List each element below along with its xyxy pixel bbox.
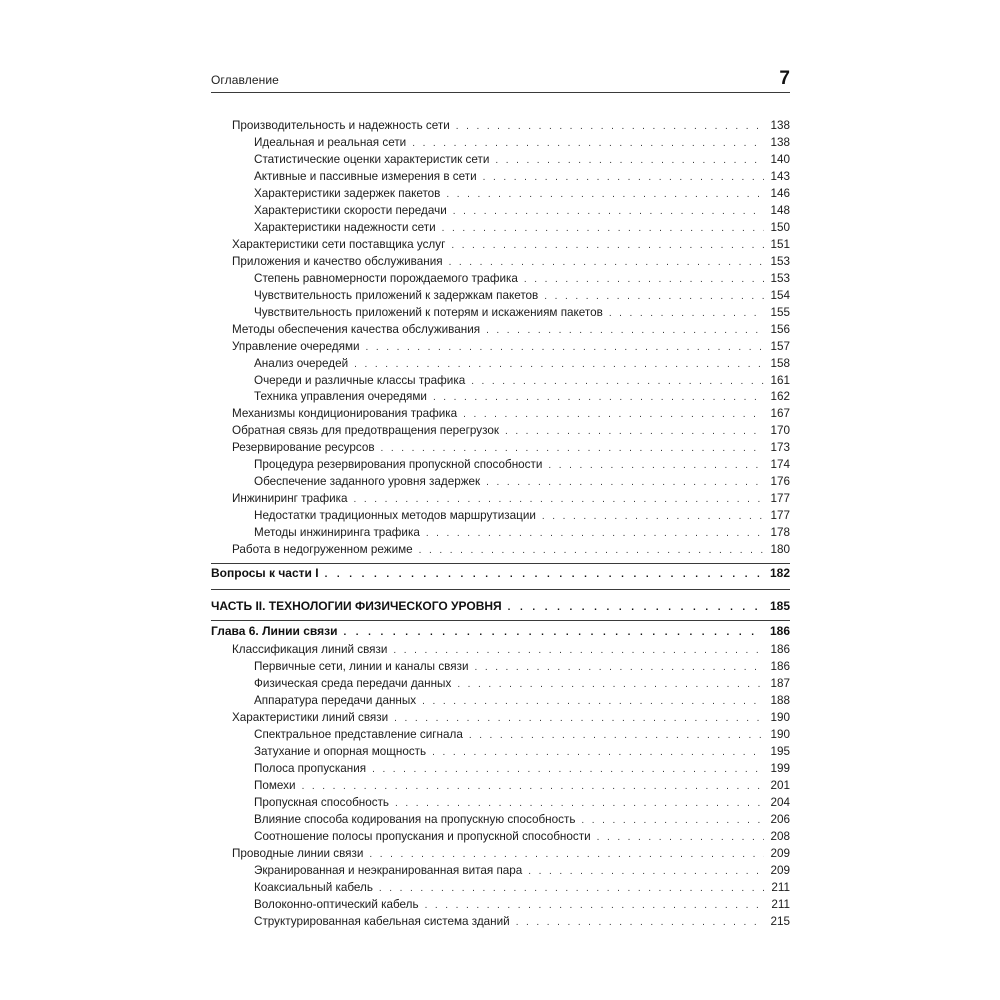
toc-entry-page: 209 xyxy=(770,847,790,860)
toc-entry-label: Пропускная способность xyxy=(254,796,390,809)
dot-leader xyxy=(469,727,764,744)
toc-entry-label: ЧАСТЬ II. ТЕХНОЛОГИИ ФИЗИЧЕСКОГО УРОВНЯ xyxy=(211,599,502,613)
dot-leader xyxy=(366,339,764,356)
dot-leader xyxy=(422,693,764,710)
dot-leader xyxy=(354,356,764,373)
toc-entry-page: 173 xyxy=(770,441,790,454)
toc-entry-page: 140 xyxy=(770,153,790,166)
toc-entry-label: Влияние способа кодирования на пропускную способность xyxy=(254,813,576,826)
toc-entry-label: Процедура резервирования пропускной способности xyxy=(254,458,543,471)
dot-leader xyxy=(609,305,764,322)
toc-entry-page: 215 xyxy=(770,915,790,928)
toc-entry xyxy=(254,879,790,896)
toc-entry-label: Структурированная кабельная система зданий xyxy=(254,915,510,928)
toc-entry xyxy=(254,388,790,405)
toc-entry-page: 170 xyxy=(770,424,790,437)
toc-entry-label: Волоконно-оптический кабель xyxy=(254,898,419,911)
toc-entry-page: 190 xyxy=(770,711,790,724)
toc-entry-page: 153 xyxy=(770,272,790,285)
toc-entry xyxy=(254,675,790,692)
dot-leader xyxy=(442,220,764,237)
dot-leader xyxy=(354,491,764,508)
toc-entry-page: 208 xyxy=(770,830,790,843)
toc-part-entry xyxy=(211,598,790,615)
toc-entry xyxy=(254,473,790,490)
dot-leader xyxy=(343,624,764,641)
toc-entry-label: Инжиниринг трафика xyxy=(232,492,348,505)
toc-chapter-entry xyxy=(211,623,790,640)
toc-entry xyxy=(232,422,790,439)
toc-entry-label: Степень равномерности порождаемого трафика xyxy=(254,272,518,285)
toc-entry xyxy=(254,777,790,794)
toc-entry-page: 186 xyxy=(769,624,790,638)
toc-entry-page: 186 xyxy=(770,660,790,673)
dot-leader xyxy=(457,676,764,693)
toc-entry-page: 178 xyxy=(770,526,790,539)
toc-entry xyxy=(254,202,790,219)
toc-entry xyxy=(254,913,790,930)
toc-entry-label: Работа в недогруженном режиме xyxy=(232,543,413,556)
toc-entry xyxy=(232,405,790,422)
toc-entry-label: Очереди и различные классы трафика xyxy=(254,374,466,387)
toc-entry-label: Характеристики скорости передачи xyxy=(254,204,447,217)
running-header xyxy=(211,64,790,93)
dot-leader xyxy=(463,406,764,423)
toc-entry-page: 151 xyxy=(770,238,790,251)
toc-entry-label: Обеспечение заданного уровня задержек xyxy=(254,475,481,488)
toc-part-entry xyxy=(211,565,790,582)
toc-entry-label: Статистические оценки характеристик сети xyxy=(254,153,490,166)
toc-entry-label: Спектральное представление сигнала xyxy=(254,728,463,741)
toc-entry xyxy=(254,151,790,168)
toc-entry xyxy=(254,168,790,185)
toc-entry xyxy=(232,236,790,253)
dot-leader xyxy=(432,744,764,761)
dot-leader xyxy=(486,474,764,491)
dot-leader xyxy=(302,778,764,795)
toc-entry-label: Первичные сети, линии и каналы связи xyxy=(254,660,469,673)
running-header-title: Оглавление xyxy=(211,73,279,87)
dot-leader xyxy=(426,525,764,542)
toc-entry xyxy=(232,338,790,355)
toc-entry-page: 167 xyxy=(770,407,790,420)
toc-entry-label: Аппаратура передачи данных xyxy=(254,694,417,707)
toc-entry xyxy=(254,896,790,913)
dot-leader xyxy=(446,186,764,203)
toc-entry-label: Соотношение полосы пропускания и пропускной способности xyxy=(254,830,591,843)
dot-leader xyxy=(456,118,764,135)
toc-entry-page: 138 xyxy=(770,136,790,149)
toc-entry-page: 204 xyxy=(770,796,790,809)
toc-entry-label: Методы инжиниринга трафика xyxy=(254,526,420,539)
toc-entry-label: Анализ очередей xyxy=(254,357,349,370)
toc-entry-label: Механизмы кондиционирования трафика xyxy=(232,407,458,420)
dot-leader xyxy=(451,237,764,254)
toc-entry-page: 176 xyxy=(770,475,790,488)
dot-leader xyxy=(581,812,764,829)
toc-entry-label: Чувствительность приложений к задержкам пакетов xyxy=(254,289,539,302)
toc-entry-label: Физическая среда передачи данных xyxy=(254,677,452,690)
toc-entry-label: Резервирование ресурсов xyxy=(232,441,375,454)
dot-leader xyxy=(505,423,764,440)
toc-entry-label: Обратная связь для предотвращения перегрузок xyxy=(232,424,499,437)
toc-entry-label: Классификация линий связи xyxy=(232,643,388,656)
toc-entry-page: 180 xyxy=(770,543,790,556)
toc-entry xyxy=(254,811,790,828)
toc-entry-page: 162 xyxy=(770,390,790,403)
toc-entry-label: Полоса пропускания xyxy=(254,762,367,775)
toc-entry xyxy=(254,524,790,541)
toc-entry xyxy=(254,760,790,777)
toc-entry xyxy=(232,845,790,862)
toc-entry xyxy=(254,692,790,709)
toc-entry-page: 209 xyxy=(770,864,790,877)
dot-leader xyxy=(486,322,764,339)
toc-entry-page: 211 xyxy=(771,881,790,894)
dot-leader xyxy=(412,135,764,152)
toc-entry-page: 156 xyxy=(770,323,790,336)
dot-leader xyxy=(453,203,764,220)
toc-entry xyxy=(254,219,790,236)
dot-leader xyxy=(524,271,764,288)
toc-entry xyxy=(254,134,790,151)
toc-entry xyxy=(254,743,790,760)
toc-entry-label: Проводные линии связи xyxy=(232,847,364,860)
toc-entry xyxy=(232,541,790,558)
dot-leader xyxy=(474,659,764,676)
toc-entry-page: 186 xyxy=(770,643,790,656)
toc-entry-page: 211 xyxy=(771,898,790,911)
dot-leader xyxy=(325,566,764,583)
dot-leader xyxy=(548,457,764,474)
toc-entry-page: 143 xyxy=(770,170,790,183)
toc-entry-label: Глава 6. Линии связи xyxy=(211,624,338,638)
toc-entry-label: Характеристики линий связи xyxy=(232,711,389,724)
toc-entry-label: Идеальная и реальная сети xyxy=(254,136,407,149)
toc-entry-page: 185 xyxy=(769,599,790,613)
dot-leader xyxy=(449,254,764,271)
toc-entry-label: Затухание и опорная мощность xyxy=(254,745,427,758)
toc-entry-page: 177 xyxy=(770,509,790,522)
toc-entry-page: 138 xyxy=(770,119,790,132)
toc-entry-label: Активные и пассивные измерения в сети xyxy=(254,170,477,183)
toc-entry xyxy=(254,355,790,372)
toc-entry xyxy=(254,726,790,743)
toc-entry xyxy=(254,270,790,287)
toc-entry-label: Управление очередями xyxy=(232,340,360,353)
toc-entry-label: Производительность и надежность сети xyxy=(232,119,450,132)
toc-entry-label: Экранированная и неэкранированная витая пара xyxy=(254,864,523,877)
toc-entry-page: 154 xyxy=(770,289,790,302)
toc-entry-label: Характеристики надежности сети xyxy=(254,221,436,234)
toc-entry-label: Чувствительность приложений к потерям и искажениям пакетов xyxy=(254,306,603,319)
dot-leader xyxy=(394,710,764,727)
toc-entry-label: Техника управления очередями xyxy=(254,390,427,403)
toc-entry-page: 190 xyxy=(770,728,790,741)
toc-entry xyxy=(254,304,790,321)
toc-entry-page: 195 xyxy=(770,745,790,758)
toc-entry xyxy=(232,117,790,134)
dot-leader xyxy=(508,599,764,616)
dot-leader xyxy=(544,288,764,305)
toc-entry-page: 199 xyxy=(770,762,790,775)
toc-entry xyxy=(254,372,790,389)
toc-entry xyxy=(232,490,790,507)
toc-entry-page: 161 xyxy=(770,374,790,387)
dot-leader xyxy=(393,642,764,659)
toc-entry xyxy=(254,185,790,202)
toc-entry-label: Приложения и качество обслуживания xyxy=(232,255,443,268)
toc-entry-page: 155 xyxy=(770,306,790,319)
toc-entry-page: 177 xyxy=(770,492,790,505)
toc-entry xyxy=(254,287,790,304)
dot-leader xyxy=(381,440,764,457)
dot-leader xyxy=(597,829,764,846)
toc-entry xyxy=(232,709,790,726)
dot-leader xyxy=(369,846,764,863)
toc-entry-label: Недостатки традиционных методов маршрутизации xyxy=(254,509,536,522)
toc-entry-page: 148 xyxy=(770,204,790,217)
dot-leader xyxy=(542,508,764,525)
toc-entry xyxy=(254,456,790,473)
toc-entry xyxy=(254,658,790,675)
page-number: 7 xyxy=(779,68,790,89)
dot-leader xyxy=(419,542,764,559)
toc-entry-label: Методы обеспечения качества обслуживания xyxy=(232,323,481,336)
dot-leader xyxy=(379,880,764,897)
toc-entry-page: 206 xyxy=(770,813,790,826)
toc-entry-page: 188 xyxy=(770,694,790,707)
toc-entry-label: Вопросы к части I xyxy=(211,566,319,580)
section-divider xyxy=(211,589,790,590)
dot-leader xyxy=(425,897,764,914)
toc-entry xyxy=(232,321,790,338)
toc-entry-label: Коаксиальный кабель xyxy=(254,881,373,894)
section-divider xyxy=(211,620,790,621)
toc-entry-page: 182 xyxy=(769,566,790,580)
dot-leader xyxy=(433,389,764,406)
toc-entry-page: 153 xyxy=(770,255,790,268)
toc-entry xyxy=(232,439,790,456)
toc-entry-page: 174 xyxy=(770,458,790,471)
toc-entry-label: Характеристики задержек пакетов xyxy=(254,187,441,200)
toc-entry-page: 158 xyxy=(770,357,790,370)
dot-leader xyxy=(395,795,764,812)
dot-leader xyxy=(516,914,764,931)
toc-entry-page: 201 xyxy=(770,779,790,792)
dot-leader xyxy=(483,169,764,186)
toc-entry-label: Помехи xyxy=(254,779,296,792)
toc-entry-page: 150 xyxy=(770,221,790,234)
dot-leader xyxy=(528,863,764,880)
section-divider xyxy=(211,563,790,564)
toc-entry-page: 187 xyxy=(770,677,790,690)
toc-entry-label: Характеристики сети поставщика услуг xyxy=(232,238,446,251)
toc-entry xyxy=(232,253,790,270)
toc-entry xyxy=(254,862,790,879)
toc-entry-page: 157 xyxy=(770,340,790,353)
dot-leader xyxy=(372,761,764,778)
toc-entry xyxy=(254,507,790,524)
toc-entry xyxy=(254,828,790,845)
toc-entry-page: 146 xyxy=(770,187,790,200)
dot-leader xyxy=(495,152,764,169)
toc-entry xyxy=(254,794,790,811)
toc-entry xyxy=(232,641,790,658)
